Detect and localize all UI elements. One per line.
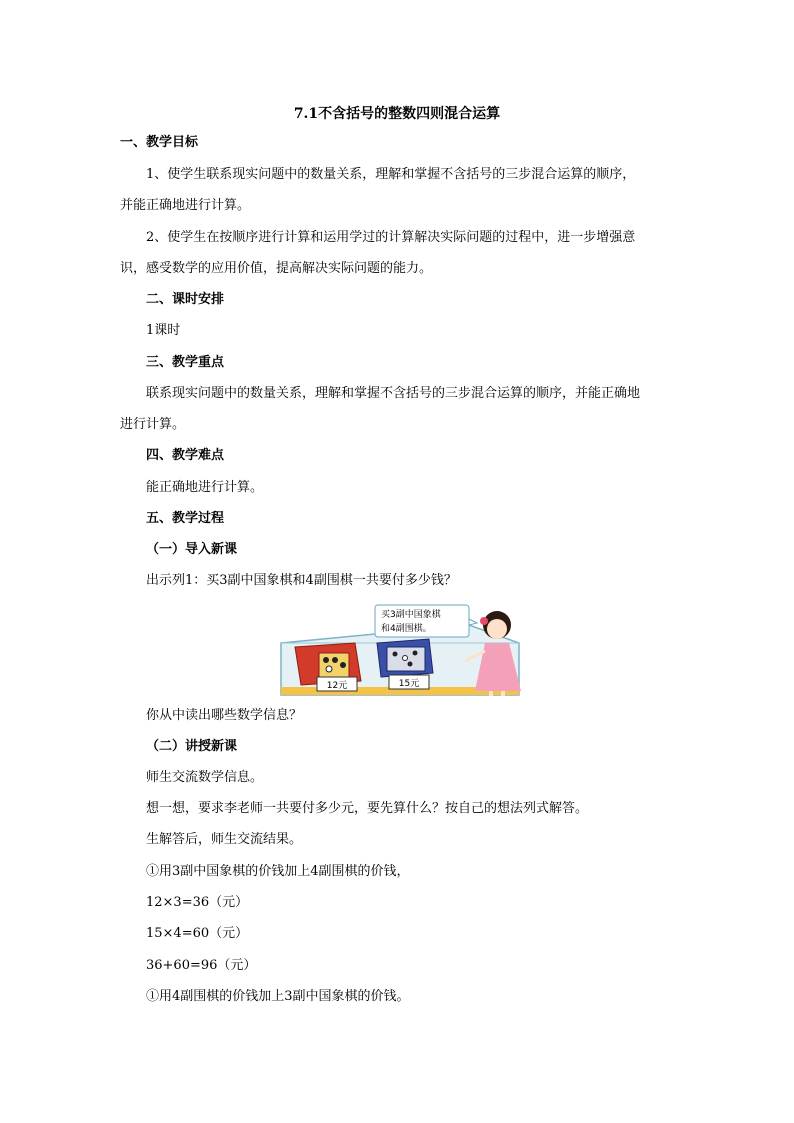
- question-text: 你从中读出哪些数学信息？: [146, 708, 303, 723]
- price-label-chess: 12元: [326, 681, 348, 691]
- example-1-text: 出示列1：买3副中国象棋和4副围棋一共要付多少钱？: [146, 573, 457, 588]
- new-lesson-line-2: 想一想，要求李老师一共要付多少元，要先算什么？按自己的想法列式解答。: [146, 801, 589, 816]
- section-heading-difficulties: 四、教学难点: [146, 448, 225, 463]
- speech-bubble: [375, 605, 477, 637]
- objective-2-line-1: 2、使学生在按顺序进行计算和运用学过的计算解决实际问题的过程中，进一步增强意: [146, 230, 636, 245]
- section-heading-key-points: 三、教学重点: [146, 355, 225, 370]
- equation-3: 36+60=96（元）: [146, 958, 257, 973]
- key-points-line-1: 联系现实问题中的数量关系，理解和掌握不含括号的三步混合运算的顺序，并能正确地: [146, 386, 641, 401]
- difficulties-text: 能正确地进行计算。: [146, 480, 264, 495]
- objective-2-line-2: 识，感受数学的应用价值，提高解决实际问题的能力。: [120, 261, 433, 276]
- objective-1-line-1: 1、使学生联系现实问题中的数量关系，理解和掌握不含括号的三步混合运算的顺序，: [146, 167, 636, 182]
- illustration-chess-purchase: [279, 603, 531, 697]
- method-2-text: ①用4副围棋的价钱加上3副中国象棋的价钱。: [146, 989, 410, 1004]
- section-heading-process: 五、教学过程: [146, 511, 225, 526]
- section-heading-objectives: 一、教学目标: [120, 135, 199, 150]
- subheading-new-lesson: （二）讲授新课: [146, 739, 238, 754]
- method-1-text: ①用3副中国象棋的价钱加上4副围棋的价钱，: [146, 864, 410, 879]
- page-title: 7.1不含括号的整数四则混合运算: [293, 106, 501, 122]
- speech-line-2: 和4副围棋。: [381, 624, 432, 634]
- subheading-introduction: （一）导入新课: [146, 542, 238, 557]
- objective-1-line-2: 并能正确地进行计算。: [120, 198, 251, 213]
- go-box-icon: [377, 639, 433, 677]
- equation-1: 12×3=36（元）: [146, 895, 249, 910]
- new-lesson-line-3: 生解答后，师生交流结果。: [146, 832, 303, 847]
- speech-line-1: 买3副中国象棋: [381, 610, 441, 620]
- new-lesson-line-1: 师生交流数学信息。: [146, 770, 264, 785]
- key-points-line-2: 进行计算。: [120, 417, 186, 432]
- schedule-text: 1课时: [146, 323, 181, 338]
- section-heading-schedule: 二、课时安排: [146, 292, 225, 307]
- price-label-go: 15元: [398, 679, 420, 689]
- equation-2: 15×4=60（元）: [146, 926, 249, 941]
